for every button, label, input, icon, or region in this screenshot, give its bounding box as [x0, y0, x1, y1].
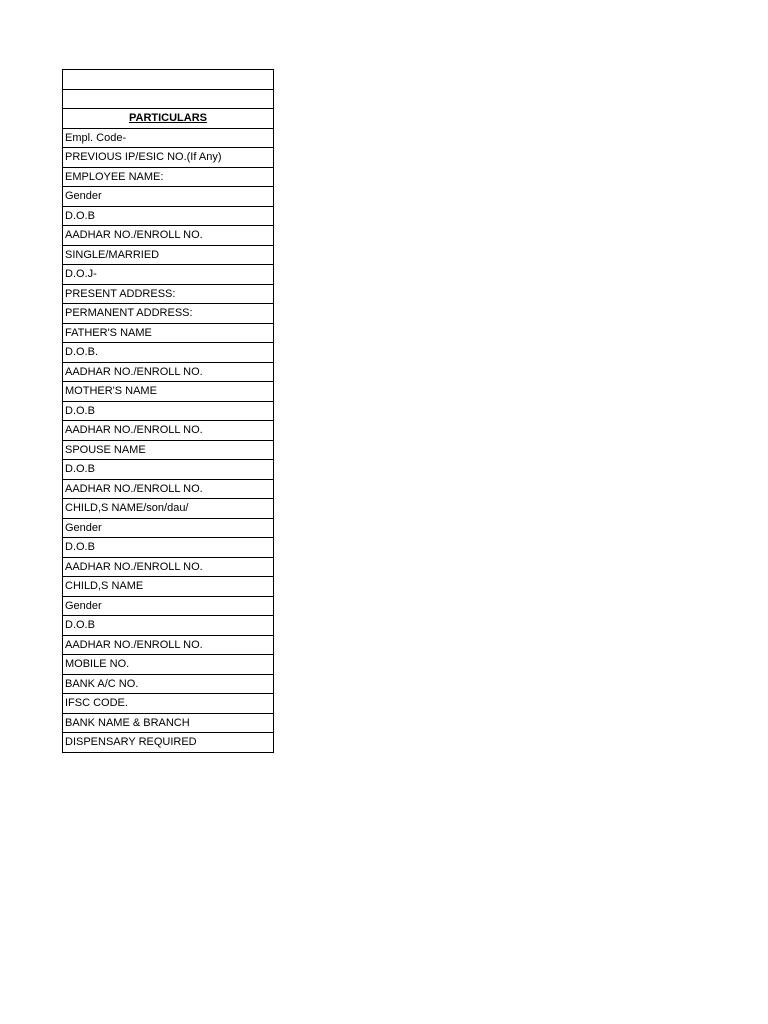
- field-label: AADHAR NO./ENROLL NO.: [63, 226, 274, 246]
- header-row: [63, 109, 274, 129]
- blank-cell: [63, 89, 274, 109]
- field-label: D.O.B: [63, 616, 274, 636]
- field-label: BANK NAME & BRANCH: [63, 713, 274, 733]
- field-label: SPOUSE NAME: [63, 440, 274, 460]
- field-label: PERMANENT ADDRESS:: [63, 304, 274, 324]
- particulars-table-body: [63, 70, 274, 753]
- field-row: [63, 382, 274, 402]
- field-row: [63, 557, 274, 577]
- field-label: CHILD,S NAME: [63, 577, 274, 597]
- field-label: PREVIOUS IP/ESIC NO.(If Any): [63, 148, 274, 168]
- field-label: IFSC CODE.: [63, 694, 274, 714]
- field-row: [63, 206, 274, 226]
- field-label: MOTHER'S NAME: [63, 382, 274, 402]
- field-label: AADHAR NO./ENROLL NO.: [63, 479, 274, 499]
- field-label: D.O.B.: [63, 343, 274, 363]
- particulars-table: [62, 69, 274, 753]
- field-row: [63, 265, 274, 285]
- field-label: DISPENSARY REQUIRED: [63, 733, 274, 753]
- field-row: [63, 440, 274, 460]
- field-row: [63, 479, 274, 499]
- field-row: [63, 655, 274, 675]
- field-label: EMPLOYEE NAME:: [63, 167, 274, 187]
- field-row: [63, 733, 274, 753]
- blank-cell: [63, 70, 274, 90]
- field-row: [63, 401, 274, 421]
- field-label: SINGLE/MARRIED: [63, 245, 274, 265]
- particulars-header: PARTICULARS: [63, 109, 274, 129]
- field-row: [63, 577, 274, 597]
- field-label: BANK A/C NO.: [63, 674, 274, 694]
- field-label: FATHER'S NAME: [63, 323, 274, 343]
- field-label: Empl. Code-: [63, 128, 274, 148]
- field-row: [63, 596, 274, 616]
- field-row: [63, 538, 274, 558]
- field-row: [63, 128, 274, 148]
- field-row: [63, 343, 274, 363]
- field-label: D.O.B: [63, 206, 274, 226]
- field-row: [63, 245, 274, 265]
- field-label: AADHAR NO./ENROLL NO.: [63, 421, 274, 441]
- field-row: [63, 460, 274, 480]
- field-label: D.O.B: [63, 401, 274, 421]
- field-row: [63, 148, 274, 168]
- field-row: [63, 713, 274, 733]
- field-row: [63, 187, 274, 207]
- field-label: Gender: [63, 596, 274, 616]
- field-label: D.O.B: [63, 538, 274, 558]
- blank-row: [63, 70, 274, 90]
- field-row: [63, 616, 274, 636]
- field-label: CHILD,S NAME/son/dau/: [63, 499, 274, 519]
- field-label: D.O.J-: [63, 265, 274, 285]
- field-row: [63, 323, 274, 343]
- field-row: [63, 362, 274, 382]
- field-row: [63, 167, 274, 187]
- field-label: D.O.B: [63, 460, 274, 480]
- field-label: Gender: [63, 518, 274, 538]
- field-row: [63, 674, 274, 694]
- field-row: [63, 518, 274, 538]
- field-row: [63, 694, 274, 714]
- field-row: [63, 226, 274, 246]
- blank-row: [63, 89, 274, 109]
- field-row: [63, 421, 274, 441]
- field-label: PRESENT ADDRESS:: [63, 284, 274, 304]
- field-label: AADHAR NO./ENROLL NO.: [63, 362, 274, 382]
- field-row: [63, 304, 274, 324]
- field-row: [63, 635, 274, 655]
- field-label: AADHAR NO./ENROLL NO.: [63, 635, 274, 655]
- field-label: MOBILE NO.: [63, 655, 274, 675]
- field-label: Gender: [63, 187, 274, 207]
- field-row: [63, 499, 274, 519]
- field-row: [63, 284, 274, 304]
- field-label: AADHAR NO./ENROLL NO.: [63, 557, 274, 577]
